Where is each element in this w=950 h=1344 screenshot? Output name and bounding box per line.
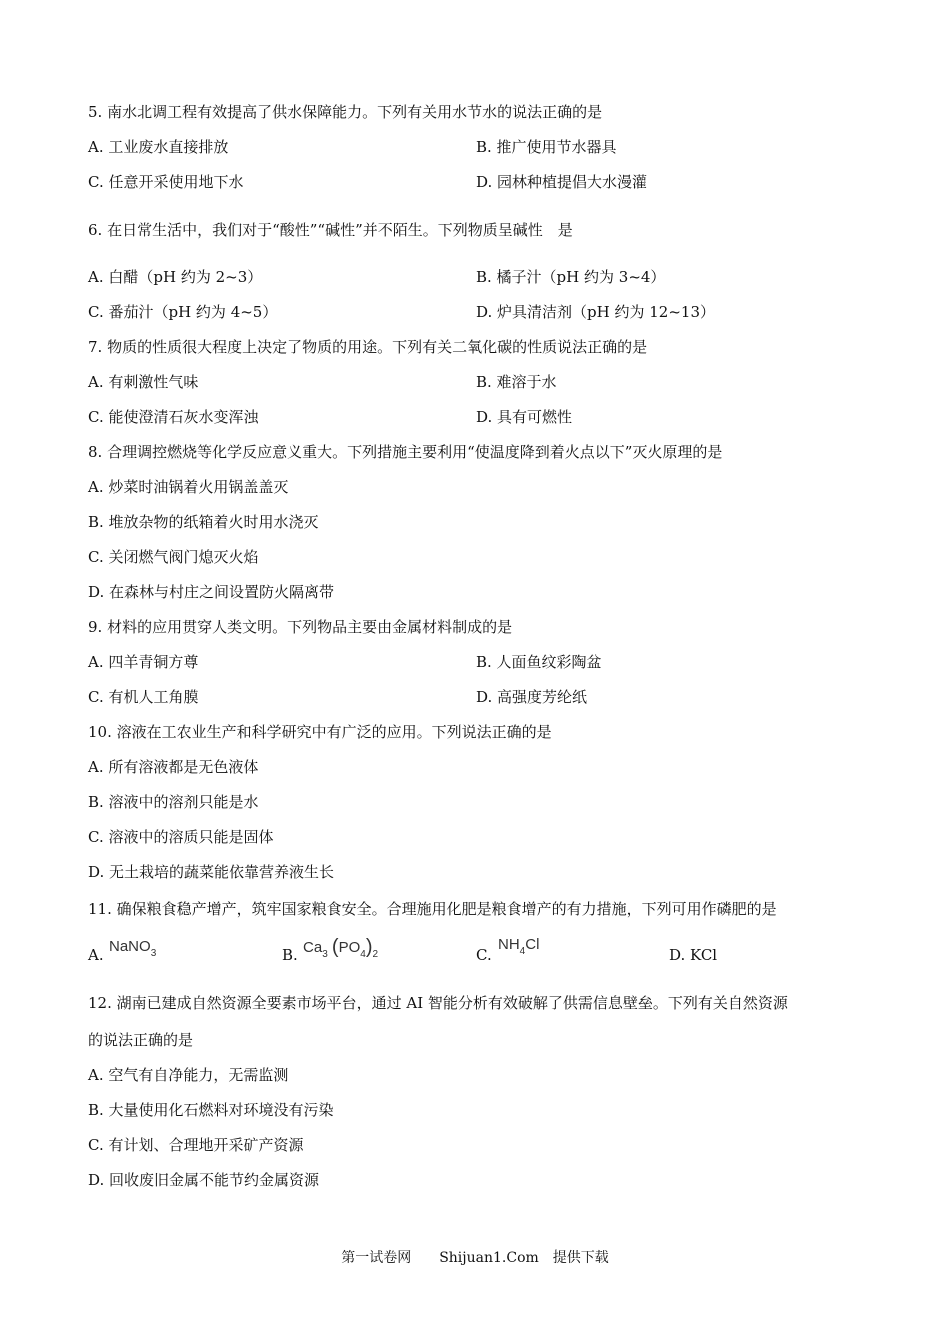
question-7-option-c: C. 能使澄清石灰水变浑浊 bbox=[88, 408, 259, 426]
question-11-stem: 11. 确保粮食稳产增产，筑牢国家粮食安全。合理施用化肥是粮食增产的有力措施，下列可用作磷肥的是 bbox=[88, 900, 777, 918]
question-8-option-a: A. 炒菜时油锅着火用锅盖盖灭 bbox=[88, 478, 289, 496]
question-6-option-d: D. 炉具清洁剂（pH 约为 12~13） bbox=[476, 303, 715, 321]
question-10-option-c: C. 溶液中的溶质只能是固体 bbox=[88, 828, 274, 846]
question-12-stem-line-2: 的说法正确的是 bbox=[88, 1031, 194, 1049]
page-footer: 第一试卷网 Shijuan1.Com 提供下载 bbox=[341, 1250, 609, 1266]
question-6-stem: 6. 在日常生活中，我们对于“酸性”“碱性”并不陌生。下列物质呈碱性 是 bbox=[88, 221, 573, 239]
question-9-option-c: C. 有机人工角膜 bbox=[88, 688, 199, 706]
question-6-option-a: A. 白醋（pH 约为 2~3） bbox=[88, 268, 263, 286]
question-11-option-c-label: C. bbox=[476, 946, 492, 964]
question-9-option-d: D. 高强度芳纶纸 bbox=[476, 688, 588, 706]
question-12-option-d: D. 回收废旧金属不能节约金属资源 bbox=[88, 1171, 320, 1189]
question-7-stem: 7. 物质的性质很大程度上决定了物质的用途。下列有关二氧化碳的性质说法正确的是 bbox=[88, 338, 648, 356]
formula-subscript: 4 bbox=[360, 949, 366, 960]
question-5-stem: 5. 南水北调工程有效提高了供水保障能力。下列有关用水节水的说法正确的是 bbox=[88, 103, 603, 121]
question-8-stem: 8. 合理调控燃烧等化学反应意义重大。下列措施主要利用“使温度降到着火点以下”灭火原理的是 bbox=[88, 443, 723, 461]
question-8-option-b: B. 堆放杂物的纸箱着火时用水浇灭 bbox=[88, 513, 319, 531]
question-10-option-d: D. 无土栽培的蔬菜能依靠营养液生长 bbox=[88, 863, 335, 881]
formula-text: PO bbox=[338, 939, 361, 956]
question-6-option-b: B. 橘子汁（pH 约为 3~4） bbox=[476, 268, 666, 286]
formula-subscript: 3 bbox=[322, 949, 328, 960]
question-10-option-b: B. 溶液中的溶剂只能是水 bbox=[88, 793, 259, 811]
question-12-option-c: C. 有计划、合理地开采矿产资源 bbox=[88, 1136, 304, 1154]
question-8-option-c: C. 关闭燃气阀门熄灭火焰 bbox=[88, 548, 259, 566]
question-5-option-d: D. 园林种植提倡大水漫灌 bbox=[476, 173, 648, 191]
question-7-option-b: B. 难溶于水 bbox=[476, 373, 557, 391]
question-9-option-a: A. 四羊青铜方尊 bbox=[88, 653, 199, 671]
formula-subscript: 4 bbox=[519, 946, 526, 957]
question-7-option-d: D. 具有可燃性 bbox=[476, 408, 573, 426]
question-9-option-b: B. 人面鱼纹彩陶盆 bbox=[476, 653, 602, 671]
question-10-stem: 10. 溶液在工农业生产和科学研究中有广泛的应用。下列说法正确的是 bbox=[88, 723, 552, 741]
question-5-option-c: C. 任意开采使用地下水 bbox=[88, 173, 244, 191]
question-12-option-b: B. 大量使用化石燃料对环境没有污染 bbox=[88, 1101, 334, 1119]
question-11-option-a-label: A. bbox=[88, 946, 104, 964]
question-12-stem-line-1: 12. 湖南已建成自然资源全要素市场平台，通过 AI 智能分析有效破解了供需信息壁垒。下列有关自然资源 bbox=[88, 994, 788, 1012]
question-11-option-d: D. KCl bbox=[669, 946, 718, 964]
formula-subscript: 3 bbox=[150, 948, 157, 959]
question-11-option-a-formula bbox=[109, 938, 157, 959]
question-8-option-d: D. 在森林与村庄之间设置防火隔离带 bbox=[88, 583, 335, 601]
question-12-option-a: A. 空气有自净能力，无需监测 bbox=[88, 1066, 289, 1084]
formula-left-paren: ( bbox=[331, 936, 339, 958]
question-11-option-b-formula bbox=[303, 935, 378, 958]
question-11-option-b-label: B. bbox=[282, 946, 298, 964]
formula-text: NH bbox=[498, 936, 520, 953]
question-9-stem: 9. 材料的应用贯穿人类文明。下列物品主要由金属材料制成的是 bbox=[88, 618, 513, 636]
formula-subscript: 2 bbox=[372, 949, 379, 960]
question-11-option-c-formula bbox=[498, 936, 540, 957]
formula-text: Cl bbox=[525, 936, 540, 953]
question-7-option-a: A. 有刺激性气味 bbox=[88, 373, 199, 391]
question-6-option-c: C. 番茄汁（pH 约为 4~5） bbox=[88, 303, 278, 321]
formula-text: Ca bbox=[303, 939, 323, 956]
formula-text: NaNO bbox=[109, 938, 151, 955]
formula-right-paren: ) bbox=[365, 936, 373, 958]
question-10-option-a: A. 所有溶液都是无色液体 bbox=[88, 758, 259, 776]
question-5-option-a: A. 工业废水直接排放 bbox=[88, 138, 229, 156]
question-5-option-b: B. 推广使用节水器具 bbox=[476, 138, 617, 156]
